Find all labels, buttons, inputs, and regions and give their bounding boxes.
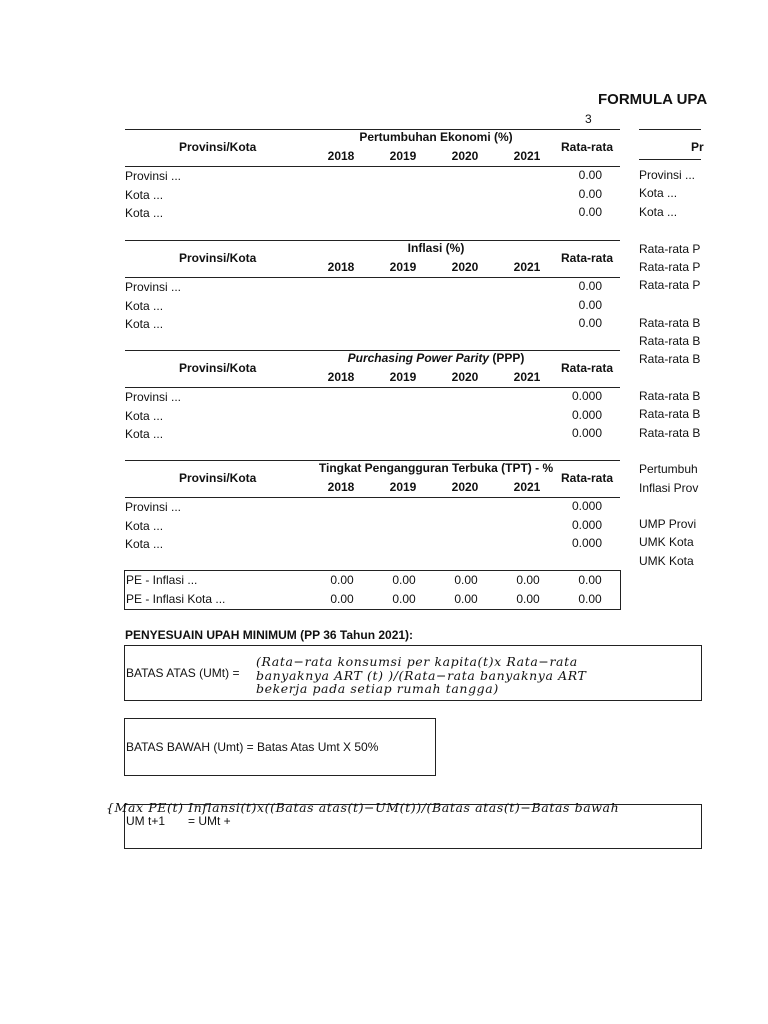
table-tpt — [125, 460, 620, 554]
metric-header — [313, 351, 559, 365]
row-label: PE - Inflasi Kota ... — [126, 592, 226, 606]
um-equals: = UMt + — [188, 814, 231, 828]
cell-value: 0.00 — [578, 592, 602, 606]
year-header: 2019 — [389, 480, 417, 494]
row-label: Kota ... — [125, 518, 164, 533]
right-panel — [639, 160, 701, 580]
cell-value: 0.00 — [454, 592, 478, 606]
year-header: 2021 — [513, 260, 541, 274]
formula-line: (Rata−rata konsumsi per kapita(t)x Rata−rata — [256, 654, 578, 669]
row-average: 0.00 — [578, 279, 602, 293]
right-row: UMP Provi — [639, 517, 697, 531]
table-row — [125, 498, 620, 517]
year-header: 2018 — [327, 260, 355, 274]
metric-header-italic: Purchasing Power Parity — [347, 351, 490, 365]
table-row — [125, 590, 620, 609]
table-row — [125, 535, 620, 554]
table-row — [125, 571, 620, 590]
right-row: Rata-rata P — [639, 242, 701, 256]
cell-value: 0.00 — [578, 573, 602, 587]
table-row — [125, 278, 620, 297]
row-average: 0.000 — [571, 517, 602, 532]
right-row: Pertumbuh — [639, 462, 698, 476]
cell-value: 0.00 — [392, 573, 416, 587]
table-header — [125, 350, 620, 388]
metric-header-suffix: (PPP) — [489, 351, 525, 365]
cell-value: 0.00 — [516, 573, 540, 587]
column-header-provinsi: Provinsi/Kota — [179, 251, 257, 265]
batas-bawah-box — [124, 718, 436, 776]
table-row — [125, 425, 620, 444]
metric-header: Pertumbuhan Ekonomi (%) — [359, 130, 513, 144]
column-header-rata-rata: Rata-rata — [561, 361, 614, 375]
row-average: 0.000 — [571, 407, 602, 422]
table-header — [125, 460, 620, 498]
right-row: Kota ... — [639, 205, 678, 219]
year-header: 2021 — [513, 149, 541, 163]
right-row: Rata-rata B — [639, 334, 701, 348]
right-row: Rata-rata B — [639, 426, 701, 440]
table-row — [125, 167, 620, 186]
batas-atas-label: BATAS ATAS (UMt) = — [126, 666, 240, 680]
row-label: PE - Inflasi ... — [126, 573, 198, 587]
row-label: Provinsi ... — [125, 500, 182, 514]
right-row: Rata-rata B — [639, 389, 701, 403]
row-average: 0.000 — [571, 536, 602, 550]
batas-bawah-label: BATAS BAWAH (Umt) = Batas Atas Umt X 50% — [126, 740, 379, 754]
table-header — [125, 129, 620, 167]
column-header-provinsi: Provinsi/Kota — [179, 361, 257, 375]
row-average: 0.00 — [578, 205, 602, 219]
cell-value: 0.00 — [330, 573, 354, 587]
row-label: Kota ... — [125, 537, 164, 551]
pe-inflasi-table — [124, 570, 621, 610]
row-average: 0.00 — [578, 186, 602, 201]
right-row: Rata-rata B — [639, 352, 701, 366]
table-ppp — [125, 350, 620, 444]
formula-line: bekerja pada setiap rumah tangga) — [256, 681, 499, 696]
section-heading: PENYESUAIN UPAH MINIMUM (PP 36 Tahun 2021): — [125, 628, 414, 642]
row-average: 0.000 — [571, 426, 602, 440]
year-header: 2020 — [451, 149, 479, 163]
year-header: 2021 — [513, 480, 541, 494]
column-header-rata-rata: Rata-rata — [561, 251, 614, 265]
row-average: 0.000 — [571, 389, 602, 403]
table-row — [125, 315, 620, 334]
right-row: Provinsi ... — [639, 168, 696, 182]
um-label: UM t+1 — [126, 814, 166, 828]
right-row: Kota ... — [639, 186, 678, 200]
year-header: 2020 — [451, 260, 479, 274]
year-header: 2019 — [389, 370, 417, 384]
cell-value: 0.00 — [454, 573, 478, 587]
right-row: Rata-rata P — [639, 260, 701, 274]
year-header: 2019 — [389, 149, 417, 163]
table-header — [125, 240, 620, 278]
year-header: 2020 — [451, 370, 479, 384]
row-label: Kota ... — [125, 187, 164, 202]
table-row — [125, 186, 620, 205]
row-label: Kota ... — [125, 408, 164, 423]
right-row: Rata-rata B — [639, 316, 701, 330]
table-row — [125, 517, 620, 536]
table-inflasi — [125, 240, 620, 334]
right-table-header — [639, 129, 704, 160]
cell-value: 0.00 — [516, 592, 540, 606]
batas-atas-formula — [256, 655, 696, 696]
right-row: UMK Kota — [639, 554, 694, 568]
cell-value: 0.00 — [392, 592, 416, 606]
right-row: Inflasi Prov — [639, 481, 699, 495]
row-label: Provinsi ... — [125, 280, 182, 294]
year-header: 2021 — [513, 370, 541, 384]
table-pertumbuhan-ekonomi — [125, 129, 620, 223]
table-row — [125, 388, 620, 407]
right-row: Rata-rata B — [639, 407, 701, 421]
year-header: 2018 — [327, 149, 355, 163]
year-header: 2020 — [451, 480, 479, 494]
formula-line: banyaknya ART (t) )/(Rata−rata banyaknya ART — [256, 667, 587, 683]
table-row — [125, 204, 620, 223]
table-row — [125, 407, 620, 426]
row-label: Kota ... — [125, 206, 164, 220]
column-header-rata-rata: Rata-rata — [561, 471, 614, 485]
right-row: Rata-rata P — [639, 278, 701, 292]
page-number: 3 — [585, 112, 592, 126]
column-header-rata-rata: Rata-rata — [561, 140, 614, 154]
column-header-provinsi: Provinsi/Kota — [179, 140, 257, 154]
row-average: 0.00 — [578, 297, 602, 312]
row-label: Provinsi ... — [125, 390, 182, 404]
right-row: UMK Kota — [639, 535, 694, 549]
batas-atas-box — [124, 645, 702, 701]
row-average: 0.000 — [571, 499, 602, 513]
year-header: 2018 — [327, 370, 355, 384]
table-row — [125, 297, 620, 316]
metric-header: Tingkat Pengangguran Terbuka (TPT) - % — [318, 461, 554, 475]
row-label: Kota ... — [125, 427, 164, 441]
row-average: 0.00 — [578, 168, 602, 182]
um-formula: {Max PE(t) Inflansi(t)x((Batas atas(t)−UM(t))/(Batas atas(t)−Batas bawah — [106, 800, 620, 815]
row-label: Kota ... — [125, 298, 164, 313]
year-header: 2018 — [327, 480, 355, 494]
row-average: 0.00 — [578, 316, 602, 330]
column-header-provinsi: Provinsi/Kota — [179, 471, 257, 485]
page-title: FORMULA UPA — [598, 91, 708, 108]
cell-value: 0.00 — [330, 592, 354, 606]
metric-header: Inflasi (%) — [407, 241, 465, 255]
year-header: 2019 — [389, 260, 417, 274]
right-header-fragment: Pr — [691, 140, 704, 154]
row-label: Kota ... — [125, 317, 164, 331]
row-label: Provinsi ... — [125, 169, 182, 183]
